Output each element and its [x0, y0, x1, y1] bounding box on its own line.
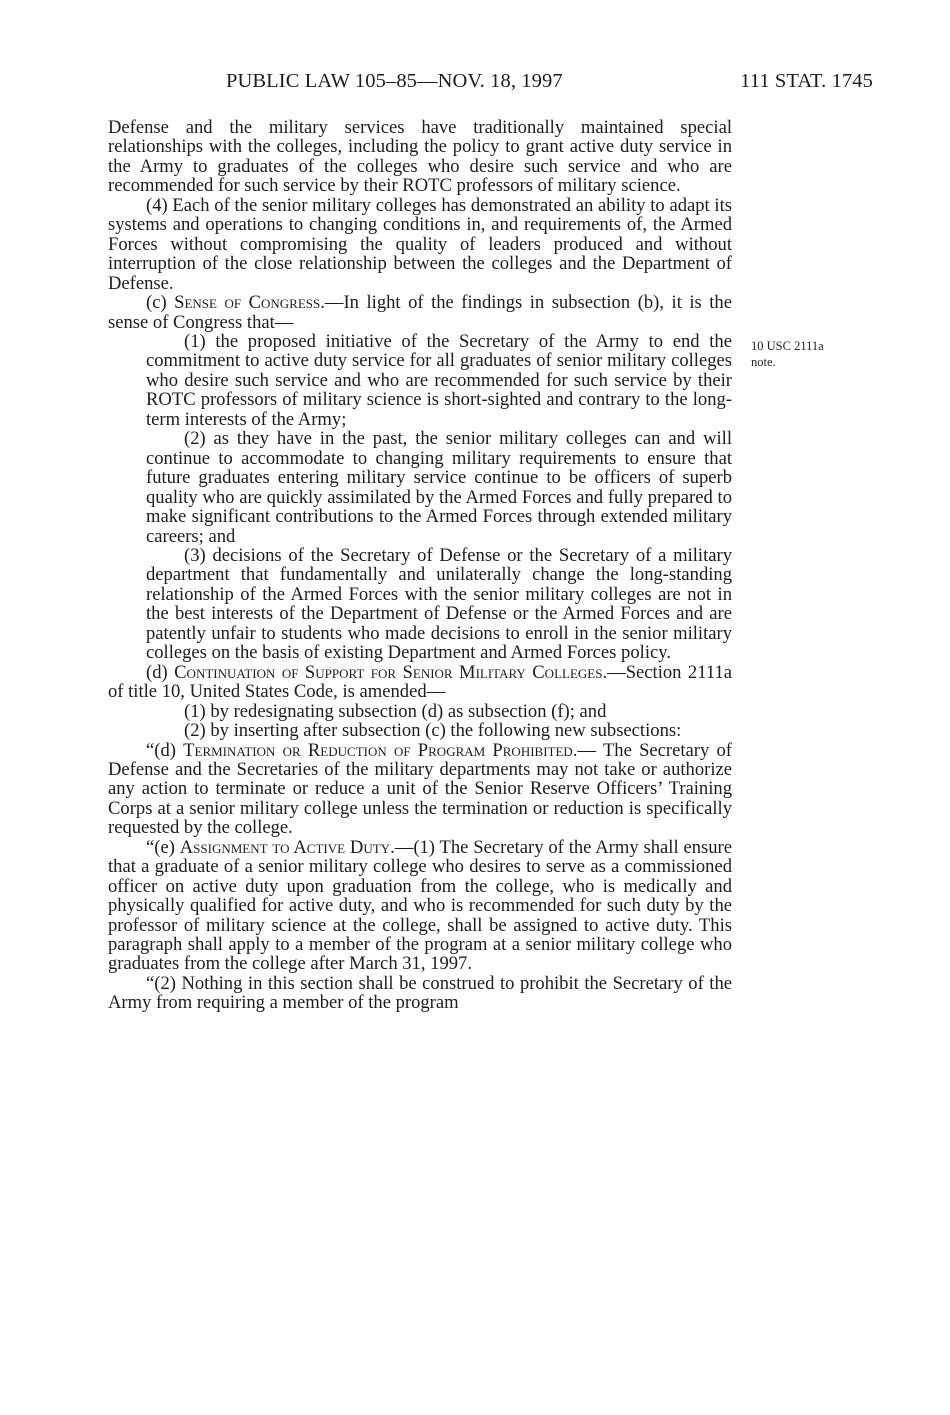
- header-stat-reference: 111 STAT. 1745: [740, 70, 873, 92]
- amendment-item-1: (1) by redesignating subsection (d) as subsection (f); and: [184, 700, 607, 722]
- margin-citation-note: [751, 338, 861, 370]
- sense-item-3: (3) decisions of the Secretary of Defense or the Secretary of a military department that fundamentally and unilaterally change the long-standing relationship of the Armed Forces with the senior military colleges are not in the best interests of the Department of Defense or the Armed Forces and are patently unfair to students who made decisions to enroll in the senior military colleges on the basis of existing Department and Armed Forces policy.: [146, 544, 732, 664]
- page-header: [108, 70, 873, 102]
- quoted-d-heading: Termination or Reduction of Program Prohibited: [183, 739, 573, 761]
- subsection-d-heading: Continuation of Support for Senior Military Colleges: [174, 661, 603, 683]
- sense-item-1: (1) the proposed initiative of the Secretary of the Army to end the commitment to active duty service for all graduates of senior military colleges who desire such service and who are recommended for such service by their ROTC professors of military science is short-sighted and contrary to the long-term interests of the Army;: [146, 330, 732, 430]
- subsection-c-heading: Sense of Congress: [174, 292, 321, 314]
- quoted-d-text: .— The Secretary of Defense and the Secretaries of the military departments may not take or authorize any action to terminate or reduce a unit of the Senior Reserve Officers’ Training Corps at a senior military college unless the termination or reduction is specifically requested by the college.: [108, 739, 732, 839]
- subsection-c-prefix: (c): [146, 292, 175, 314]
- quoted-d-prefix: “(d): [146, 739, 184, 761]
- quoted-e-paragraph-2: “(2) Nothing in this section shall be construed to prohibit the Secretary of the Army from requiring a member of the program: [108, 972, 732, 1014]
- quoted-subsection-d: [108, 741, 732, 838]
- subsection-d-prefix: (d): [146, 661, 175, 683]
- paragraph-continuation: Defense and the military services have traditionally maintained special relationships with the colleges, including the policy to grant active duty service in the Army to graduates of the colleges who desire such service and who are recommended for such service by their ROTC professors of military science.: [108, 117, 732, 197]
- body-text: [108, 118, 732, 1013]
- subsection-c-text: .—In light of the findings in subsection (b), it is the sense of Congress that—: [108, 292, 732, 333]
- sense-item-2: (2) as they have in the past, the senior military colleges can and will continue to accommodate to changing military requirements to ensure that future graduates entering military service continue to be officers of superb quality who are quickly assimilated by the Armed Forces and fully prepared to make significant contributions to the Armed Forces through extended military careers; and: [146, 428, 732, 547]
- header-title: PUBLIC LAW 105–85—NOV. 18, 1997: [226, 70, 563, 92]
- quoted-subsection-e: [108, 838, 732, 974]
- margin-citation-suffix: note.: [751, 355, 776, 369]
- quoted-e-text: .—(1) The Secretary of the Army shall ensure that a graduate of a senior military college who desires to serve as a commissioned officer on active duty upon graduation from the college, who is medically and physically qualified for active duty, and who is recommended for such duty by the professor of military science at the college, shall be assigned to active duty. This paragraph shall apply to a member of the program at a senior military college who graduates from the college after March 31, 1997.: [108, 836, 732, 975]
- quoted-e-heading: Assignment to Active Duty: [179, 836, 391, 858]
- margin-citation: 10 USC 2111a: [751, 339, 824, 353]
- amendment-item-2: (2) by inserting after subsection (c) the following new subsections:: [184, 720, 682, 742]
- subsection-c: [108, 293, 732, 332]
- finding-4: (4) Each of the senior military colleges has demonstrated an ability to adapt its systems and operations to changing conditions in, and requirements of, the Armed Forces without compromising the quality of leaders produced and without interruption of the close relationship between the colleges and the Department of Defense.: [108, 194, 732, 294]
- subsection-d-text: .—Section 2111a of title 10, United States Code, is amended—: [108, 661, 732, 703]
- quoted-e-prefix: “(e): [146, 836, 180, 858]
- subsection-d: [108, 663, 732, 702]
